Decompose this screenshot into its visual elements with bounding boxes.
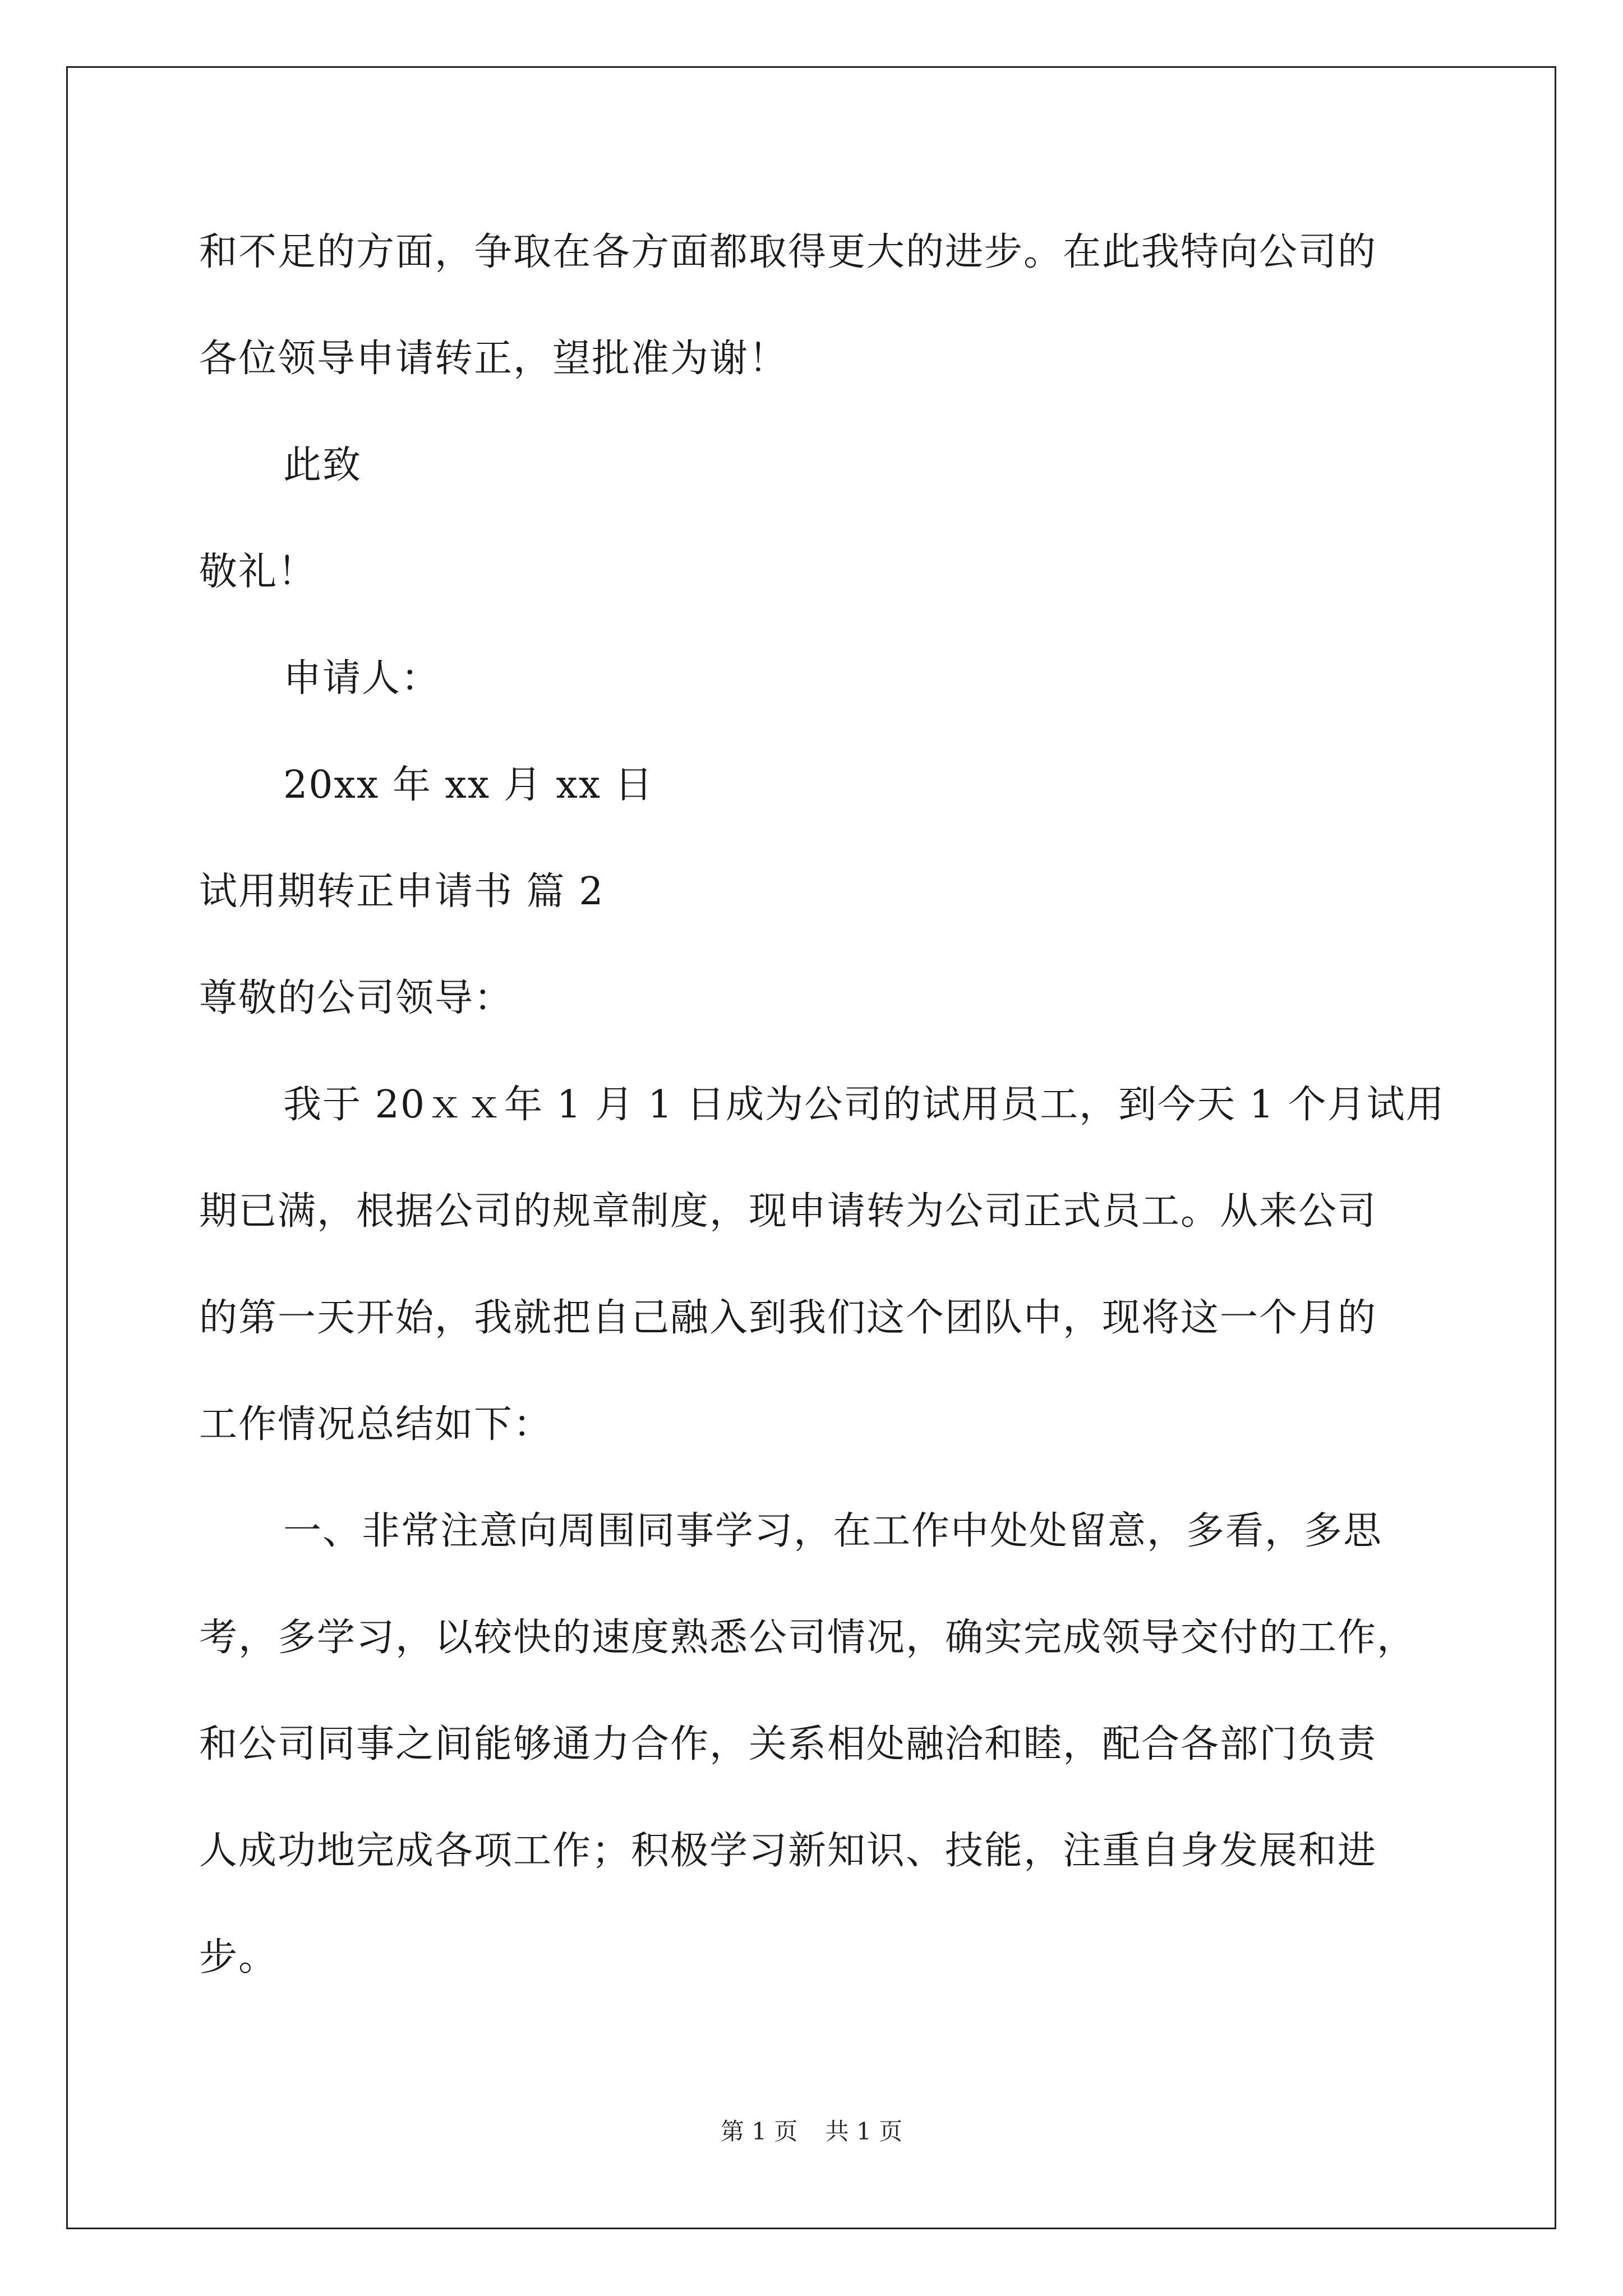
text-line: 和不足的方面，争取在各方面都取得更大的进步。在此我特向公司的	[199, 230, 1377, 274]
text-line: 和公司同事之间能够通力合作，关系相处融洽和睦，配合各部门负责	[199, 1722, 1377, 1766]
closing-salutation: 此致	[283, 443, 362, 487]
salutation: 尊敬的公司领导：	[199, 976, 514, 1020]
text-line: 各位领导申请转正，望批准为谢！	[199, 337, 789, 381]
text-line: 期已满，根据公司的规章制度，现申请转为公司正式员工。从来公司	[199, 1189, 1377, 1234]
text-line: 工作情况总结如下：	[199, 1402, 553, 1447]
closing-greeting: 敬礼！	[199, 550, 317, 594]
text-line: 的第一天开始，我就把自己融入到我们这个团队中，现将这一个月的	[199, 1296, 1377, 1340]
applicant-label: 申请人：	[283, 656, 441, 701]
page-number: 第 1 页	[720, 2118, 798, 2145]
text-line: 我于 20ｘｘ年 1 月 1 日成为公司的试用员工，到今天 1 个月试用	[283, 1083, 1445, 1127]
text-line: 一、非常注意向周围同事学习，在工作中处处留意，多看，多思	[283, 1509, 1383, 1553]
text-line: 人成功地完成各项工作；积极学习新知识、技能，注重自身发展和进	[199, 1829, 1377, 1873]
page-footer	[0, 2116, 1623, 2147]
page-border	[66, 66, 1556, 2229]
section-heading: 试用期转正申请书 篇 2	[199, 869, 605, 914]
page-total: 共 1 页	[825, 2118, 903, 2145]
date-line: 20xx 年 xx 月 xx 日	[283, 763, 654, 807]
text-line: 考，多学习，以较快的速度熟悉公司情况，确实完成领导交付的工作，	[199, 1616, 1417, 1660]
text-line: 步。	[199, 1935, 278, 1980]
